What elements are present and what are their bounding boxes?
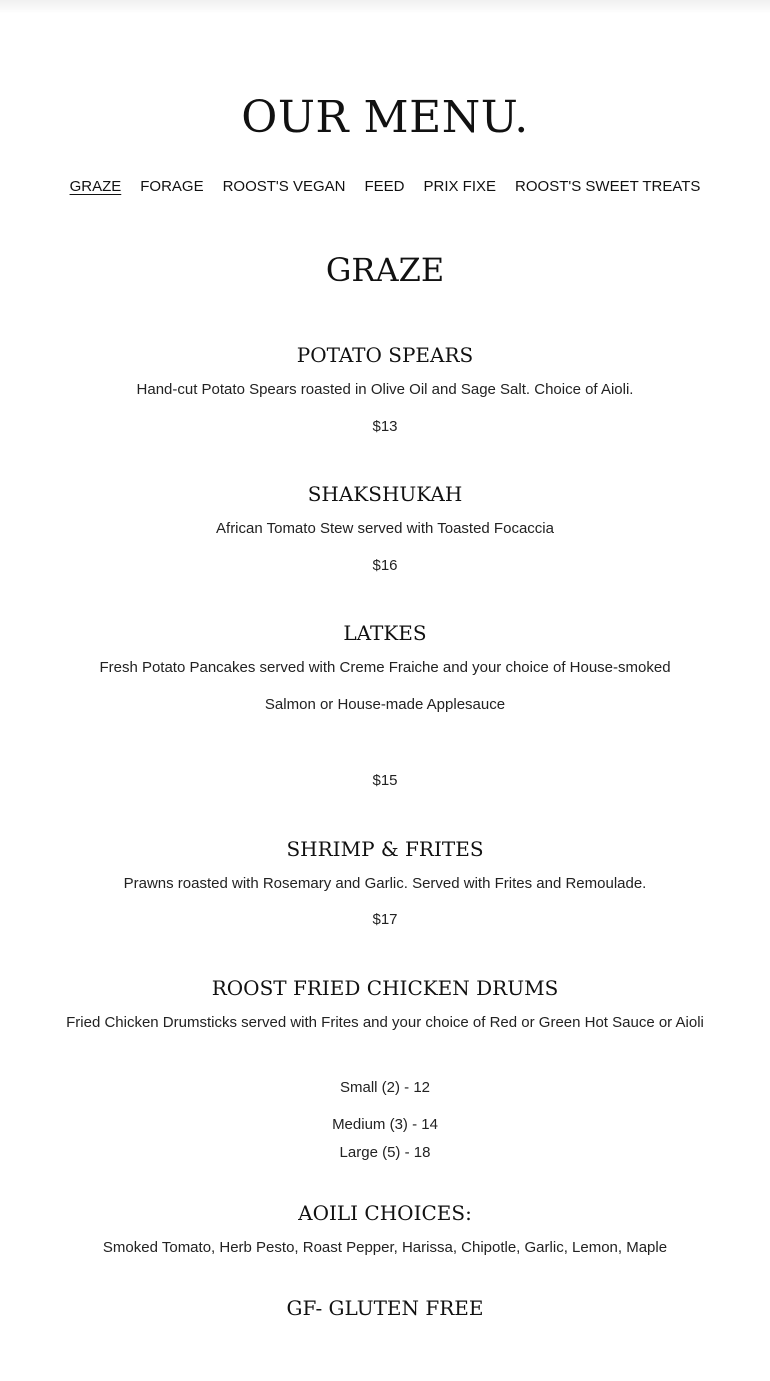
menu-item-price: $13: [372, 418, 398, 435]
menu-item-price: $15: [372, 772, 398, 789]
menu-item-description: Salmon or House-made Applesauce: [264, 696, 506, 713]
tab-graze[interactable]: GRAZE: [69, 178, 122, 195]
menu-item-size-price: Small (2) - 12: [339, 1079, 431, 1096]
menu-item-price: $17: [372, 911, 398, 928]
menu-item-description: Fresh Potato Pancakes served with Creme Fraiche and your choice of House-smoked: [99, 659, 671, 676]
menu-item-size-price: Medium (3) - 14: [332, 1116, 438, 1133]
menu-item-name: LATKES: [343, 621, 427, 645]
menu-item-name: ROOST FRIED CHICKEN DRUMS: [211, 976, 559, 1000]
menu-item-name: SHAKSHUKAH: [307, 482, 463, 506]
tab-forage[interactable]: FORAGE: [140, 178, 204, 195]
menu-item-description: African Tomato Stew served with Toasted Focaccia: [216, 520, 554, 537]
section-title: GRAZE: [325, 251, 445, 289]
menu-tabs: [0, 176, 770, 198]
menu-item-description: Fried Chicken Drumsticks served with Frites and your choice of Red or Green Hot Sauce or Aioli: [66, 1014, 704, 1031]
tab-roosts-vegan[interactable]: ROOST'S VEGAN: [222, 178, 346, 195]
menu-item-price: $16: [372, 557, 398, 574]
tab-prix-fixe[interactable]: PRIX FIXE: [423, 178, 497, 195]
menu-item-description: Prawns roasted with Rosemary and Garlic. Served with Frites and Remoulade.: [123, 875, 647, 892]
aioli-choices-list: Smoked Tomato, Herb Pesto, Roast Pepper, Harissa, Chipotle, Garlic, Lemon, Maple: [102, 1239, 668, 1256]
menu-item-description: Hand-cut Potato Spears roasted in Olive Oil and Sage Salt. Choice of Aioli.: [136, 381, 634, 398]
gluten-free-legend: GF- GLUTEN FREE: [286, 1296, 484, 1320]
menu-item-size-price: Large (5) - 18: [339, 1144, 431, 1161]
page-title: OUR MENU.: [241, 92, 529, 143]
header-shadow: [0, 0, 770, 14]
tab-feed[interactable]: FEED: [364, 178, 405, 195]
menu-item-name: SHRIMP & FRITES: [286, 837, 484, 861]
menu-item-name: POTATO SPEARS: [296, 343, 474, 367]
tab-roosts-sweet-treats[interactable]: ROOST'S SWEET TREATS: [515, 178, 701, 195]
aioli-choices-title: AOILI CHOICES:: [298, 1201, 472, 1225]
